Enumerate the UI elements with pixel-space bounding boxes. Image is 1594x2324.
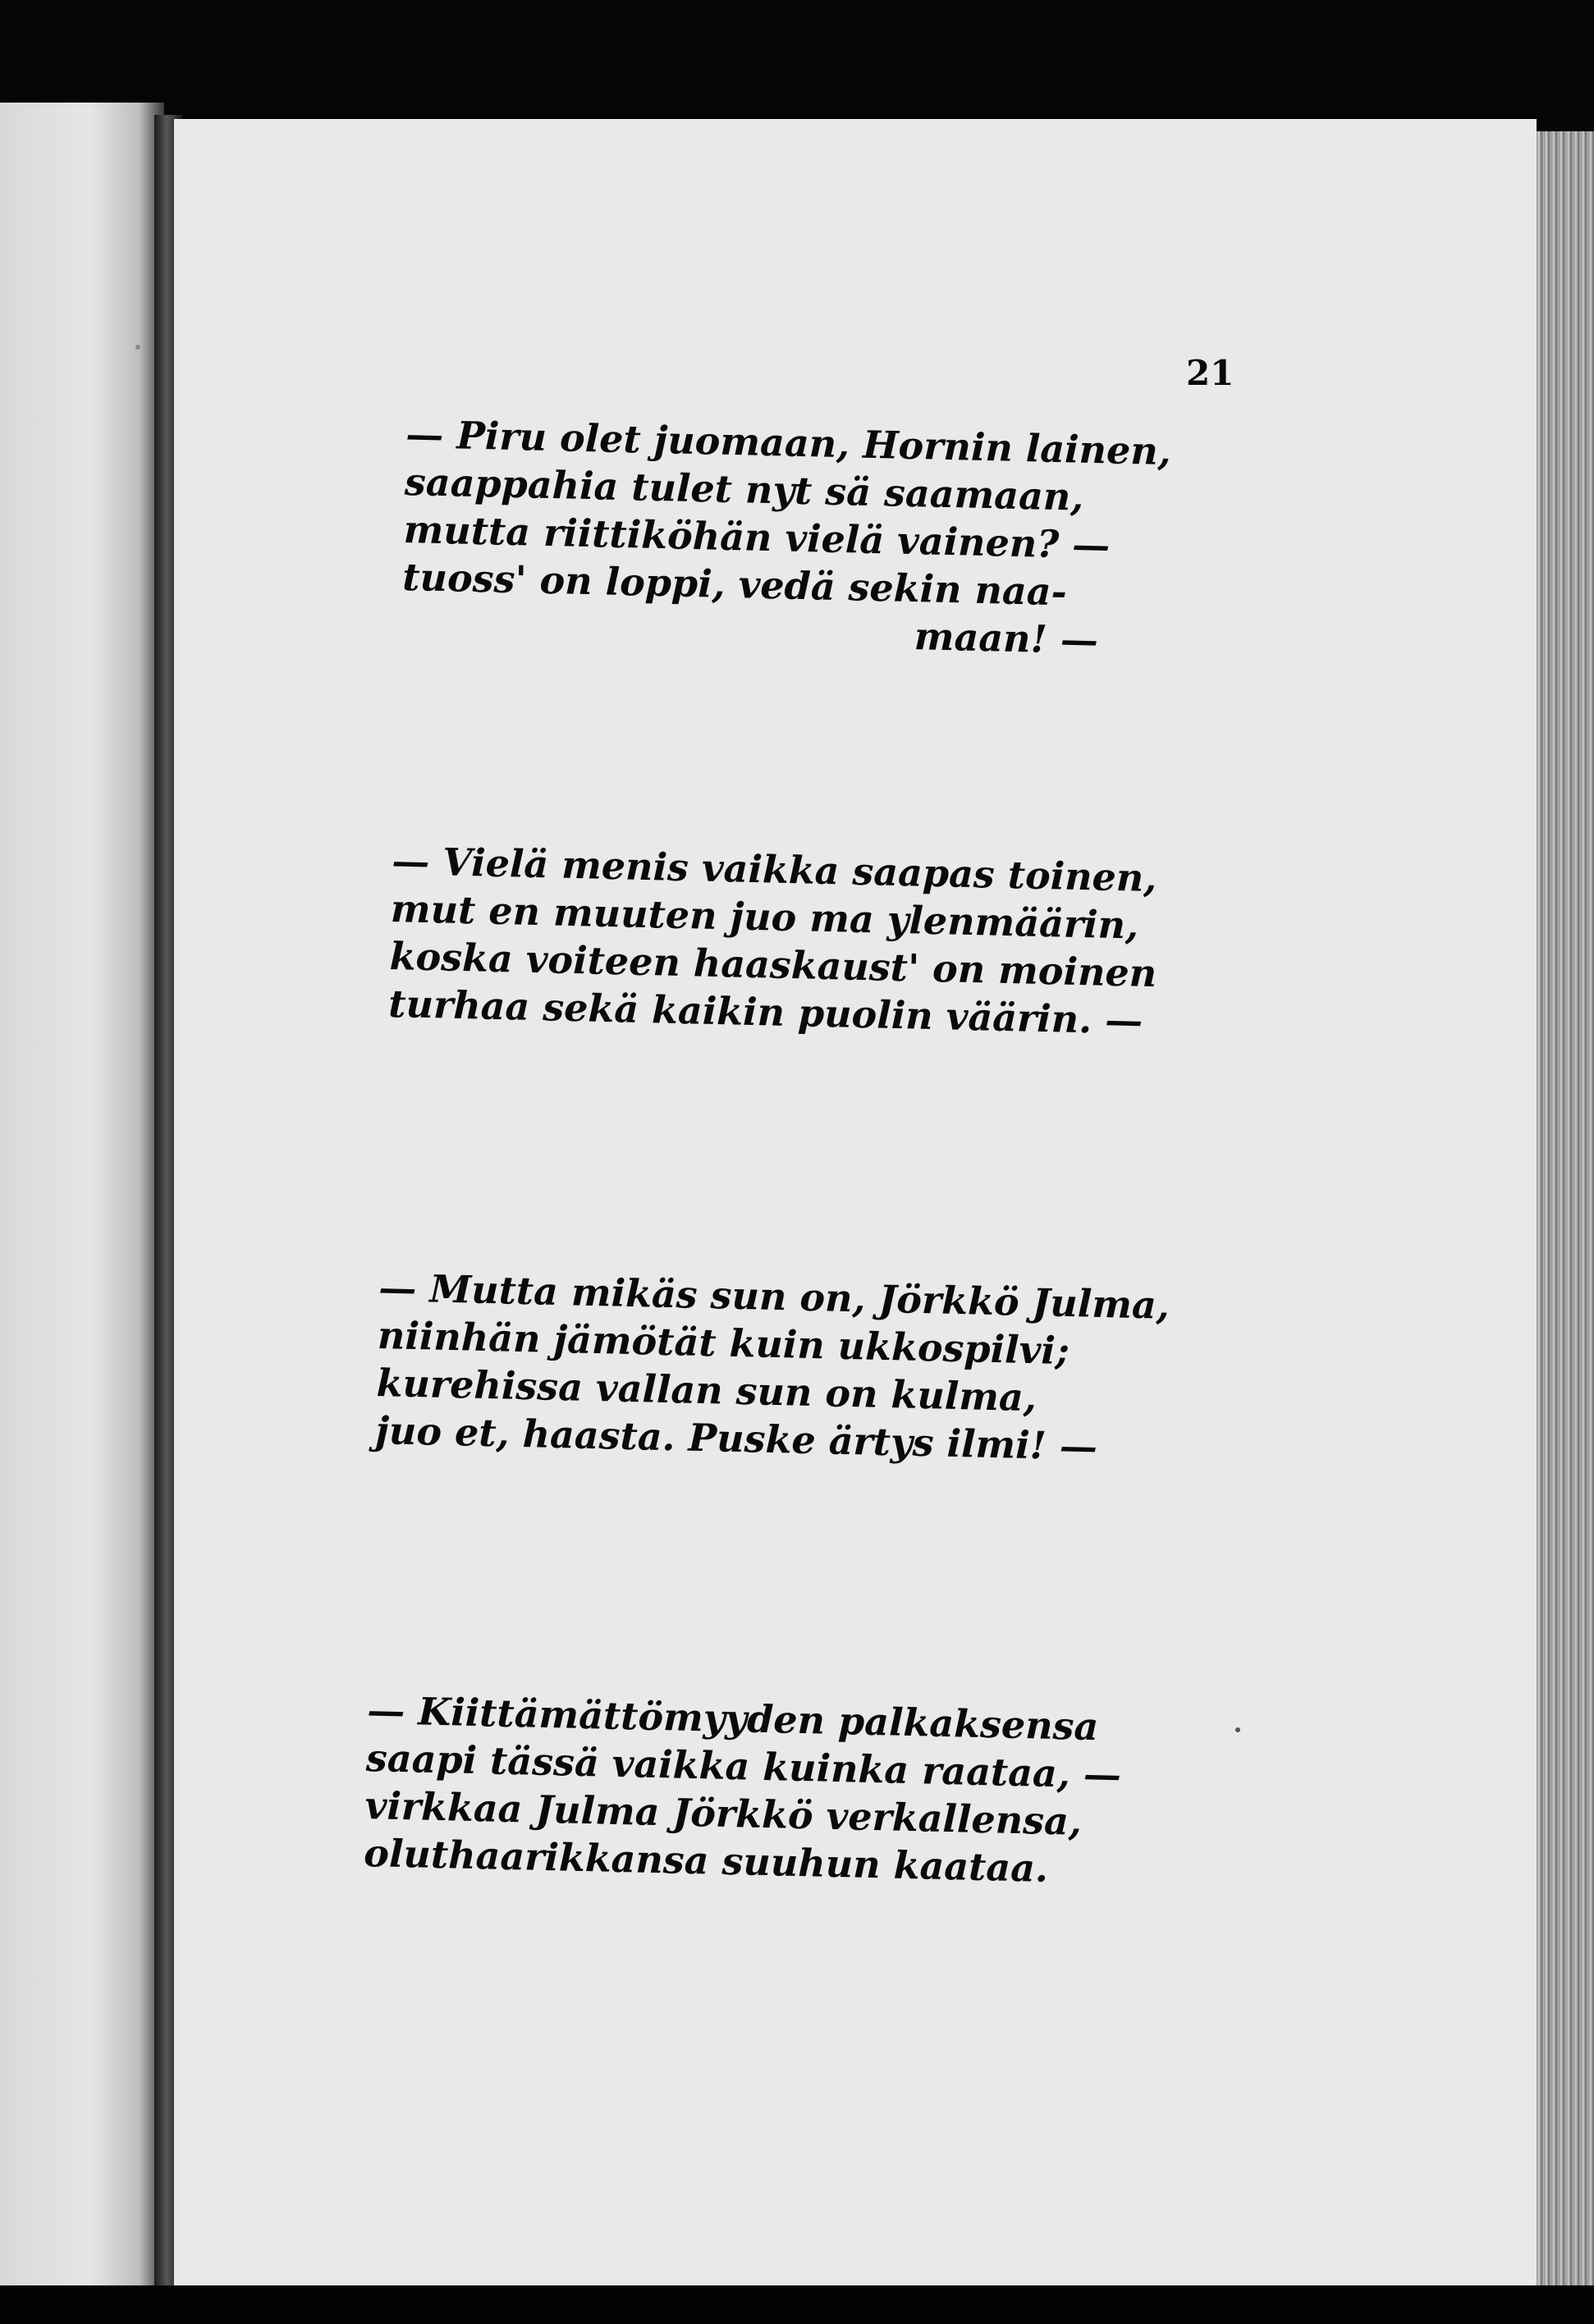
stanza-1	[401, 410, 1171, 666]
page-number: 21	[1186, 353, 1234, 393]
poem-line: saapi tässä vaikka kuinka raataa, —	[365, 1735, 1122, 1797]
scan-speck	[135, 345, 140, 350]
poem-line: — Vielä menis vaikka saapas toinen,	[391, 838, 1157, 901]
poem-line: — Mutta mikäs sun on, Jörkkö Julma,	[378, 1265, 1170, 1328]
page-stack-edge	[1537, 131, 1594, 2285]
poem-line-continuation: maan! —	[914, 614, 1099, 663]
poem-line: oluthaarikkansa suuhun kaataa.	[363, 1830, 1049, 1891]
scan-border-top	[0, 0, 1594, 123]
poem-line: — Kiittämättömyyden palkaksensa	[366, 1687, 1099, 1750]
poem-line: koska voiteen haaskaust' on moinen	[389, 933, 1157, 996]
stanza-3	[375, 1264, 1170, 1472]
scan-border-bottom	[0, 2285, 1594, 2324]
poem-line: kurehissa vallan sun on kulma,	[376, 1360, 1037, 1420]
stanza-2	[388, 837, 1160, 1045]
stanza-4	[364, 1686, 1123, 1894]
poem-line: niinhän jämötät kuin ukkospilvi;	[377, 1312, 1070, 1374]
poem-line: saappahia tulet nyt sä saamaan,	[404, 459, 1084, 519]
poem-line: mutta riittiköhän vielä vainen? —	[403, 506, 1111, 568]
facing-page-edge	[0, 103, 164, 2287]
poem-line: turhaa sekä kaikin puolin väärin. —	[387, 981, 1143, 1043]
poem-line: mut en muuten juo ma ylenmäärin,	[390, 885, 1139, 948]
poem-line: tuoss' on loppi, vedä sekin naa-	[401, 554, 1068, 615]
poem-line: juo et, haasta. Puske ärtys ilmi! —	[374, 1407, 1098, 1469]
poem-line: virkkaa Julma Jörkkö verkallensa,	[364, 1782, 1083, 1844]
scan-speck	[1235, 1727, 1240, 1732]
poem-line: — Piru olet juomaan, Hornin lainen,	[405, 411, 1172, 474]
